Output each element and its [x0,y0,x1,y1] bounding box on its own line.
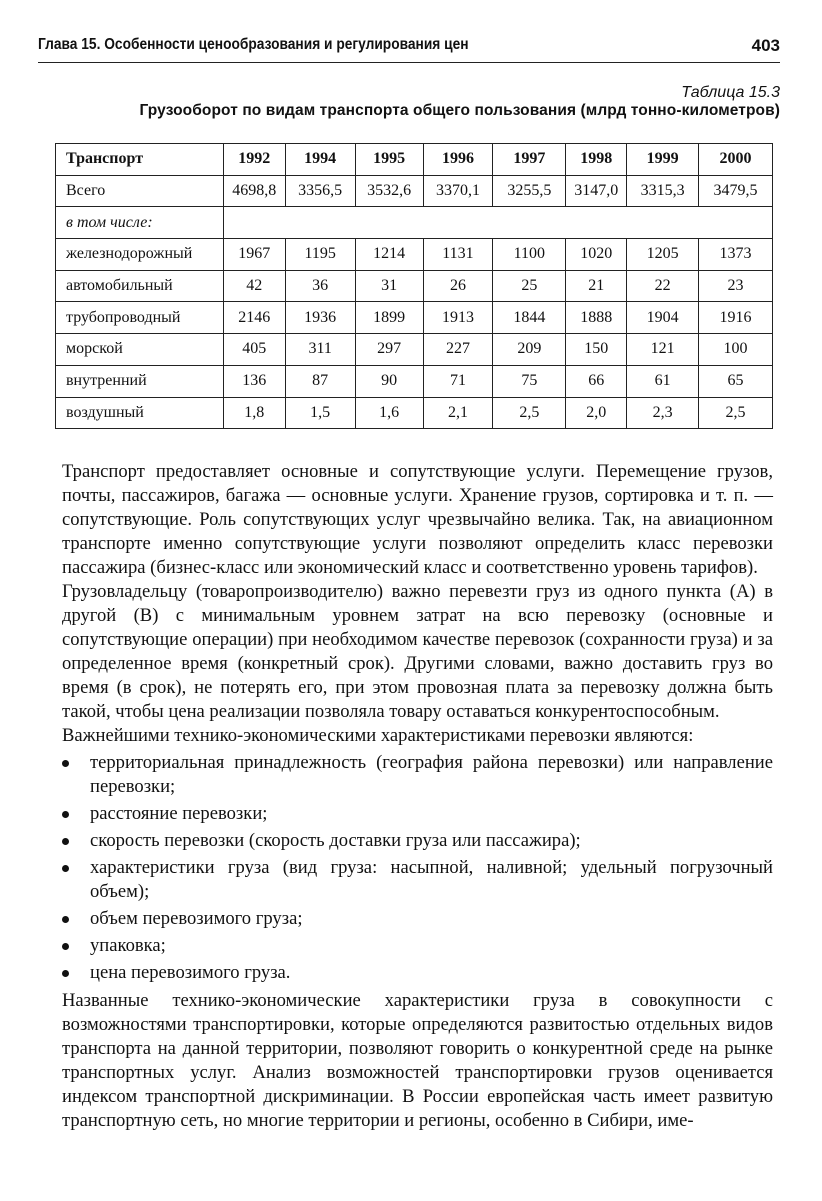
table-cell: 1936 [285,302,355,334]
paragraph: Важнейшими технико-экономическими характеристиками перевозки являются: [62,725,694,746]
table-cell: 3356,5 [285,175,355,207]
empty-merged-cell [223,207,772,239]
including-label: в том числе: [56,207,224,239]
bullet-icon [62,916,69,923]
list-item [62,751,773,799]
table-cell: 3255,5 [493,175,566,207]
table-cell: 1967 [223,239,285,271]
list-item [62,934,773,958]
table-cell: 1,6 [355,397,423,429]
table-cell: 23 [699,270,773,302]
table-cell: 22 [627,270,699,302]
table-row [56,239,773,271]
bullet-icon [62,970,69,977]
paragraph: Грузовладельцу (товаропроизводителю) важно перевезти груз из одного пункта (A) в другой (B) с минимальным уровнем затрат на всю перевозку (основные и сопутствующие операции) при необходимом качестве перевозок (сохранности груза) и за определенное время (конкретный срок). Другими словами, важно доставить груз во время (в срок), не потерять его, при этом провозная плата за перевозку должна быть такой, чтобы цена реализации позволяла товару оставаться конкурентоспособным. [62,581,773,722]
column-header-year: 1997 [493,144,566,176]
table-cell: 1,5 [285,397,355,429]
table-cell: 227 [423,334,493,366]
page-number: 403 [751,36,780,55]
list-item-text: расстояние перевозки; [90,803,268,824]
table-cell: 1913 [423,302,493,334]
bullet-icon [62,811,69,818]
total-row [56,175,773,207]
column-header-year: 1998 [566,144,627,176]
table-cell: 2,5 [699,397,773,429]
column-header-year: 1994 [285,144,355,176]
table-row [56,302,773,334]
table-cell: 150 [566,334,627,366]
table-number: Таблица 15.3 [681,84,780,101]
table-cell: 121 [627,334,699,366]
table-cell: 26 [423,270,493,302]
table-cell: 209 [493,334,566,366]
table-cell: 1195 [285,239,355,271]
paragraph: Названные технико-экономические характеристики груза в совокупности с возможностями транспортировки, которые определяются развитостью отдельных видов транспорта на данной территории, позволяют говорить о конкурентной среде на рынке транспортных услуг. Анализ возможностей транспортировки грузов оценивается индексом транспортной дискриминации. В России европейская часть имеет развитую транспортную сеть, но многие территории и регионы, особенно в Сибири, име- [62,990,773,1131]
table-cell: 297 [355,334,423,366]
column-header-year: 2000 [699,144,773,176]
table-cell: 87 [285,365,355,397]
row-label: воздушный [56,397,224,429]
table-cell: 42 [223,270,285,302]
row-label: автомобильный [56,270,224,302]
table-cell: 3532,6 [355,175,423,207]
list-item [62,961,773,985]
table-cell: 2146 [223,302,285,334]
list-item-text: упаковка; [90,935,166,956]
list-item-text: характеристики груза (вид груза: насыпной, наливной; удельный погрузочный объем); [90,857,773,902]
paragraph: Транспорт предоставляет основные и сопутствующие услуги. Перемещение грузов, почты, пассажиров, багажа — основные услуги. Хранение грузов, сортировка и т. п. — сопутствующие. Роль сопутствующих услуг чрезвычайно велика. Так, на авиационном транспорте именно сопутствующие услуги позволяют определить класс перевозки пассажира (бизнес-класс или экономический класс и соответственно уровень тарифов). [62,461,773,578]
table-row [56,397,773,429]
table-caption [38,84,780,120]
table-cell: 1888 [566,302,627,334]
row-label: внутренний [56,365,224,397]
list-item [62,856,773,904]
table-cell: 1899 [355,302,423,334]
list-item [62,802,773,826]
table-cell: 100 [699,334,773,366]
table-cell: 1844 [493,302,566,334]
column-header-year: 1992 [223,144,285,176]
table-cell: 1,8 [223,397,285,429]
table-cell: 2,5 [493,397,566,429]
table-cell: 3370,1 [423,175,493,207]
list-item [62,907,773,931]
table-cell: 90 [355,365,423,397]
table-cell: 1214 [355,239,423,271]
table-cell: 1100 [493,239,566,271]
column-header-year: 1996 [423,144,493,176]
table-row [56,270,773,302]
running-head [38,36,780,63]
table-cell: 36 [285,270,355,302]
table-cell: 61 [627,365,699,397]
table-cell: 3479,5 [699,175,773,207]
bullet-icon [62,943,69,950]
table-row [56,365,773,397]
list-item-text: территориальная принадлежность (география района перевозки) или направление перевозки; [90,752,773,797]
table-cell: 1904 [627,302,699,334]
row-label: трубопроводный [56,302,224,334]
table-cell: 25 [493,270,566,302]
table-header-row [56,144,773,176]
table-cell: 1020 [566,239,627,271]
list-item-text: цена перевозимого груза. [90,962,291,983]
table-cell: 4698,8 [223,175,285,207]
freight-table [55,143,773,429]
table-cell: 3315,3 [627,175,699,207]
column-header-transport: Транспорт [56,144,224,176]
list-item-text: скорость перевозки (скорость доставки груза или пассажира); [90,830,581,851]
list-item [62,829,773,853]
table-cell: 21 [566,270,627,302]
table-cell: 2,1 [423,397,493,429]
table-cell: 31 [355,270,423,302]
table-cell: 136 [223,365,285,397]
row-label: Всего [56,175,224,207]
table-cell: 3147,0 [566,175,627,207]
table-cell: 405 [223,334,285,366]
including-row [56,207,773,239]
table-cell: 1916 [699,302,773,334]
table-cell: 1373 [699,239,773,271]
table-cell: 1131 [423,239,493,271]
bullet-icon [62,760,69,767]
table-row [56,334,773,366]
table-cell: 75 [493,365,566,397]
table-cell: 65 [699,365,773,397]
column-header-year: 1999 [627,144,699,176]
table-cell: 311 [285,334,355,366]
table-cell: 2,0 [566,397,627,429]
chapter-title: Глава 15. Особенности ценообразования и регулирования цен [38,36,469,53]
row-label: морской [56,334,224,366]
table-cell: 1205 [627,239,699,271]
bullet-icon [62,838,69,845]
characteristics-list [62,751,773,985]
table-cell: 66 [566,365,627,397]
table-cell: 2,3 [627,397,699,429]
column-header-year: 1995 [355,144,423,176]
table-cell: 71 [423,365,493,397]
bullet-icon [62,865,69,872]
list-item-text: объем перевозимого груза; [90,908,303,929]
table-title: Грузооборот по видам транспорта общего пользования (млрд тонно-километров) [139,102,780,119]
row-label: железнодорожный [56,239,224,271]
body-text [62,460,773,1133]
